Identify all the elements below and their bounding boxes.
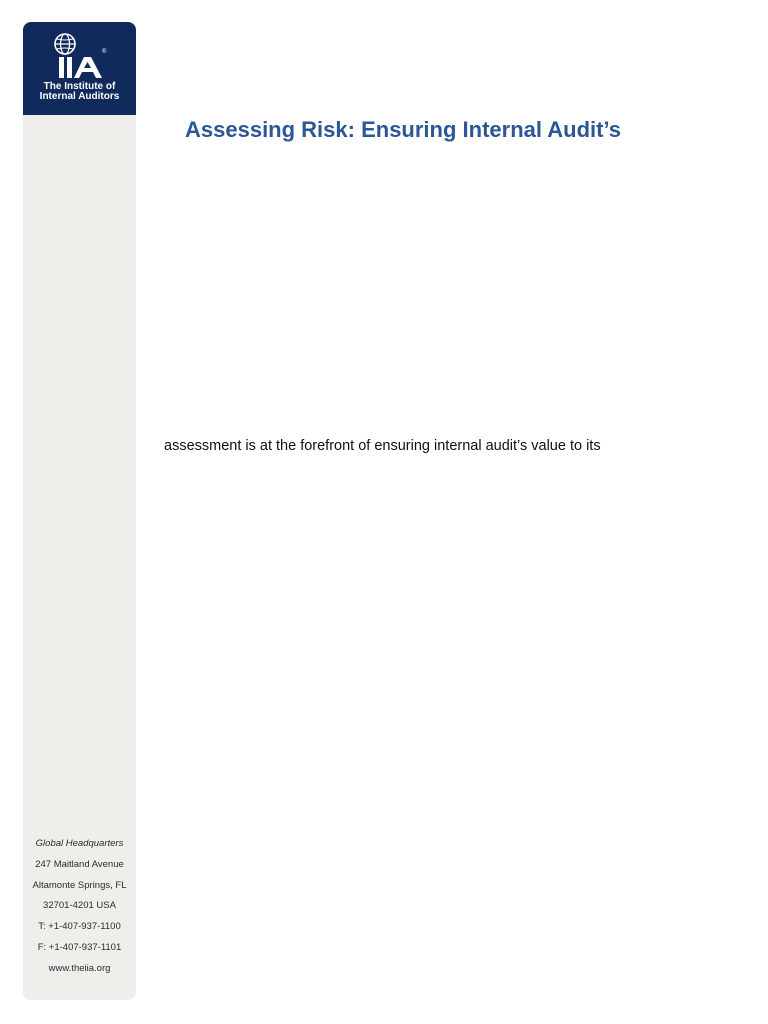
hq-website-link[interactable]: www.theiia.org — [48, 962, 111, 974]
hq-zip: 32701-4201 USA — [43, 900, 116, 912]
document-title: Assessing Risk: Ensuring Internal Audit’s — [185, 117, 622, 142]
hq-fax: F: +1-407-937-1101 — [37, 941, 122, 953]
headquarters-address — [23, 837, 136, 983]
org-name-line-2: Internal Auditors — [39, 91, 120, 102]
hq-city: Altamonte Springs, FL — [32, 879, 127, 891]
org-name-line-1: The Institute of — [43, 81, 116, 92]
body-text-line: assessment is at the forefront of ensuring internal audit’s value to its — [164, 438, 601, 454]
iia-logo — [23, 22, 136, 115]
registered-mark: ® — [102, 49, 107, 55]
hq-phone: T: +1-407-937-1100 — [38, 921, 121, 933]
sidebar — [23, 22, 136, 1000]
hq-street: 247 Maitland Avenue — [35, 858, 124, 870]
hq-label: Global Headquarters — [35, 838, 124, 849]
org-name — [23, 82, 136, 102]
globe-icon — [53, 32, 109, 82]
